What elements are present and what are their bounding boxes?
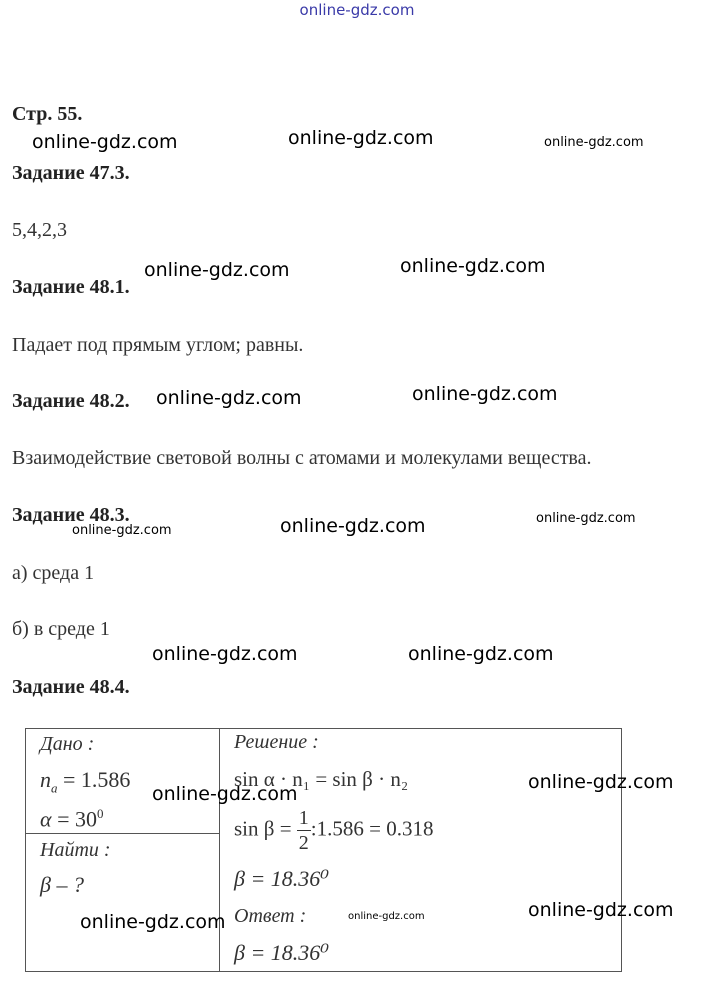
answer-value: β = 18.36⁰ [234,940,330,965]
watermark: online-gdz.com [80,911,226,933]
watermark: online-gdz.com [152,643,298,665]
watermark: online-gdz.com [408,643,554,665]
watermark: online-gdz.com [288,127,434,149]
task-48-3-heading: Задание 48.3. [12,504,130,526]
watermark: online-gdz.com [144,259,290,281]
find-line: β – ? [40,872,84,897]
watermark: online-gdz.com [152,783,298,805]
answer-label: Ответ : [234,905,307,927]
watermark: online-gdz.com [528,771,674,793]
task-48-2-answer: Взаимодействие световой волны с атомами и молекулами вещества. [12,447,592,469]
task-48-3-answer-a: а) среда 1 [12,562,95,584]
given-angle: $\alpha = 30^0$ [40,806,104,832]
task-47-3-answer: 5,4,2,3 [12,219,67,241]
task-48-1-answer: Падает под прямым углом; равны. [12,334,304,356]
page-label: Стр. 55. [12,103,83,125]
given-label: Дано : [40,733,95,755]
watermark: online-gdz.com [348,911,425,922]
watermark: online-gdz.com [280,515,426,537]
watermark: online-gdz.com [544,135,644,150]
find-label: Найти : [40,839,111,861]
task-48-1-heading: Задание 48.1. [12,276,130,298]
watermark: online-gdz.com [72,523,172,538]
snell-law-equation: sin α · n₁ = sin β · n₂ [234,767,409,791]
given-refractive-index: $n_a = 1.586$ [40,767,131,796]
task-48-3-answer-b: б) в среде 1 [12,618,110,640]
task-48-2-heading: Задание 48.2. [12,390,130,412]
fraction-one-half: $\frac{1}{2}$ [298,807,309,854]
sine-calculation: sin β = $\frac{1}{2}$ :1.586 = 0.318 [234,807,434,854]
beta-result: β = 18.36⁰ [234,866,330,891]
solution-label: Решение : [234,731,319,753]
watermark: online-gdz.com [536,511,636,526]
watermark: online-gdz.com [400,255,546,277]
watermark: online-gdz.com [412,383,558,405]
task-48-4-heading: Задание 48.4. [12,676,130,698]
watermark: online-gdz.com [156,387,302,409]
watermark: online-gdz.com [32,131,178,153]
table-divider-horizontal [25,833,220,834]
task-47-3-heading: Задание 47.3. [12,162,130,184]
header-watermark: online-gdz.com [299,1,415,19]
table-divider-vertical [219,728,220,972]
watermark: online-gdz.com [528,899,674,921]
